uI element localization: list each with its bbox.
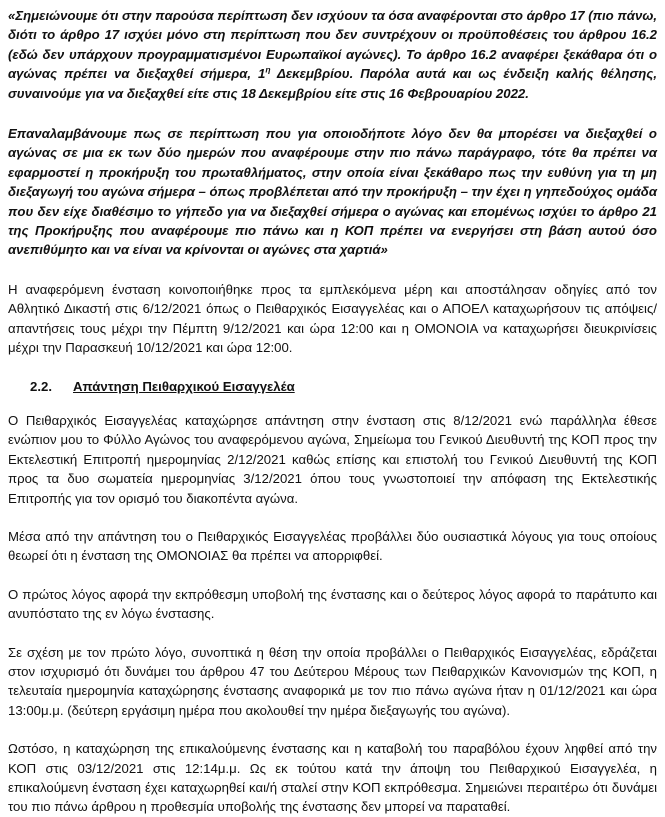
quote-paragraph-1-text-end: Δεκεμβρίου. Παρόλα αυτά και ως ένδειξη καλής θέλησης, συναινούμε για να διεξαχθεί είτε στις 18 Δεκεμβρίου είτε στις 16 Φεβρουαρίου 2022. [8,66,657,101]
body-paragraph-1: Η αναφερόμενη ένσταση κοινοποιήθηκε προς τα εμπλεκόμενα μέρη και αποστάλησαν οδηγίες από τον Αθλητικό Δικαστή στις 6/12/2021 όπως ο Πειθαρχικός Εισαγγελέας και ο ΑΠΟΕΛ καταχωρήσουν τις απόψεις/απαντήσεις τους μέχρι την Πέμπτη 9/12/2021 και ώρα 12:00 και η ΟΜΟΝΟΙΑ να καταχωρήσει διευκρινίσεις μέχρι την Παρασκευή 10/12/2021 και ώρα 12:00. [8,281,657,356]
ordinal-superscript: η [265,64,271,75]
body-paragraph-2: Ο Πειθαρχικός Εισαγγελέας καταχώρησε απάντηση στην ένσταση στις 8/12/2021 ενώ παράλληλα έθεσε ενώπιον μου το Φύλλο Αγώνος του αναφερόμενου αγώνα, Σημείωμα του Γενικού Διευθυντή της ΚΟΠ προς την Εκτελεστική Επιτροπή ημερομηνίας 2/12/2021 καθώς επίσης και επιστολή του Γενικού Διευθυντή της ΚΟΠ προς τα δυο σωματεία ημερομηνίας 3/12/2021 όπου τους γνωστοποιεί την απόφαση της Εκτελεστικής Επιτροπής για τον ορισμό του διακοπέντα αγώνα. [8,412,657,506]
quote-paragraph-2: Επαναλαμβάνουμε πως σε περίπτωση που για οποιοδήποτε λόγο δεν θα μπορέσει να διεξαχθεί ο αγώνας σε μια εκ των δύο ημερών που αναφέρουμε στην πιο πάνω παράγραφο, τότε θα πρέπει να εφαρμοστεί η προκήρυξη του πρωταθλήματος, στην οποία είναι ξεκάθαρο πως την ευθύνη για τη μη διεξαγωγή του αγώνα σήμερα – όπως προβλέπεται από την προκήρυξη – την έχει η γηπεδούχος ομάδα που δεν είχε διαθέσιμο το γήπεδο για να διεξαχθεί σήμερα ο αγώνας και επομένως ισχύει το άρθρο 21 της Προκήρυξης που αναφέρουμε πιο πάνω και η ΚΟΠ πρέπει να ενεργήσει στη βάση αυτού όσο ανεπιθύμητο και να είναι να κρίνονται οι αγώνες στα χαρτιά» [8,126,657,258]
body-paragraph-6: Ωστόσο, η καταχώρηση της επικαλούμενης ένστασης και η καταβολή του παραβόλου έχουν ληφθεί από την ΚΟΠ στις 03/12/2021 στις 12:14μ.μ. Ως εκ τούτου κατά την άποψη του Πειθαρχικού Εισαγγελέα, η επικαλούμενη ένσταση έχει καταχωρηθεί και/ή σταλεί στην ΚΟΠ εκπρόθεσμα. Σημειώνει περαιτέρω ότι δυνάμει του πιο πάνω άρθρου η προθεσμία υποβολής της ένστασης δεν μπορεί να παραταθεί. [8,741,657,815]
body-paragraph-3: Μέσα από την απάντηση του ο Πειθαρχικός Εισαγγελέας προβάλλει δύο ουσιαστικά λόγους για τους οποίους θεωρεί ότι η ένσταση της ΟΜΟΝΟΙΑΣ θα πρέπει να απορριφθεί. [8,528,657,564]
section-number: 2.2. [30,378,52,394]
body-paragraph-4: Ο πρώτος λόγος αφορά την εκπρόθεσμη υποβολή της ένστασης και ο δεύτερος λόγος αφορά το παράτυπο και ανυπόστατο της εν λόγω ένστασης. [8,586,657,622]
quote-paragraph-1-text-start: «Σημειώνουμε ότι στην παρούσα περίπτωση δεν ισχύουν τα όσα αναφέρονται στο άρθρο 17 (πιο πάνω, διότι το άρθρο 17 ισχύει μόνο στη περίπτωση που δεν συντρέχουν οι προϋποθέσεις του άρθρου 16.2 (εδώ δεν υπάρχουν προγραμματισμένοι Ευρωπαϊκοί αγώνες). Το άρθρο 16.2 αναφέρει ξεκάθαρα ότι ο αγώνας πρέπει να διεξαχθεί σήμερα, 1 [8,8,657,82]
section-title: Απάντηση Πειθαρχικού Εισαγγελέα [73,378,295,394]
section-heading [8,377,657,396]
body-paragraph-5: Σε σχέση με τον πρώτο λόγο, συνοπτικά η θέση την οποία προβάλλει ο Πειθαρχικός Εισαγγελέας, εδράζεται στον ισχυρισμό ότι δυνάμει του άρθρου 47 του Δεύτερου Μέρους των Πειθαρχικών Κανονισμών της ΚΟΠ, η τελευταία ημερομηνία καταχώρησης ένστασης αναφορικά με τον πιο πάνω αγώνα ήταν η 01/12/2021 και ώρα 13:00μ.μ. (δεύτερη εργάσιμη ημέρα που ακολουθεί την ημέρα διεξαγωγής του αγώνα). [8,644,657,718]
document-page [8,6,657,817]
quote-paragraph-1 [8,6,657,103]
